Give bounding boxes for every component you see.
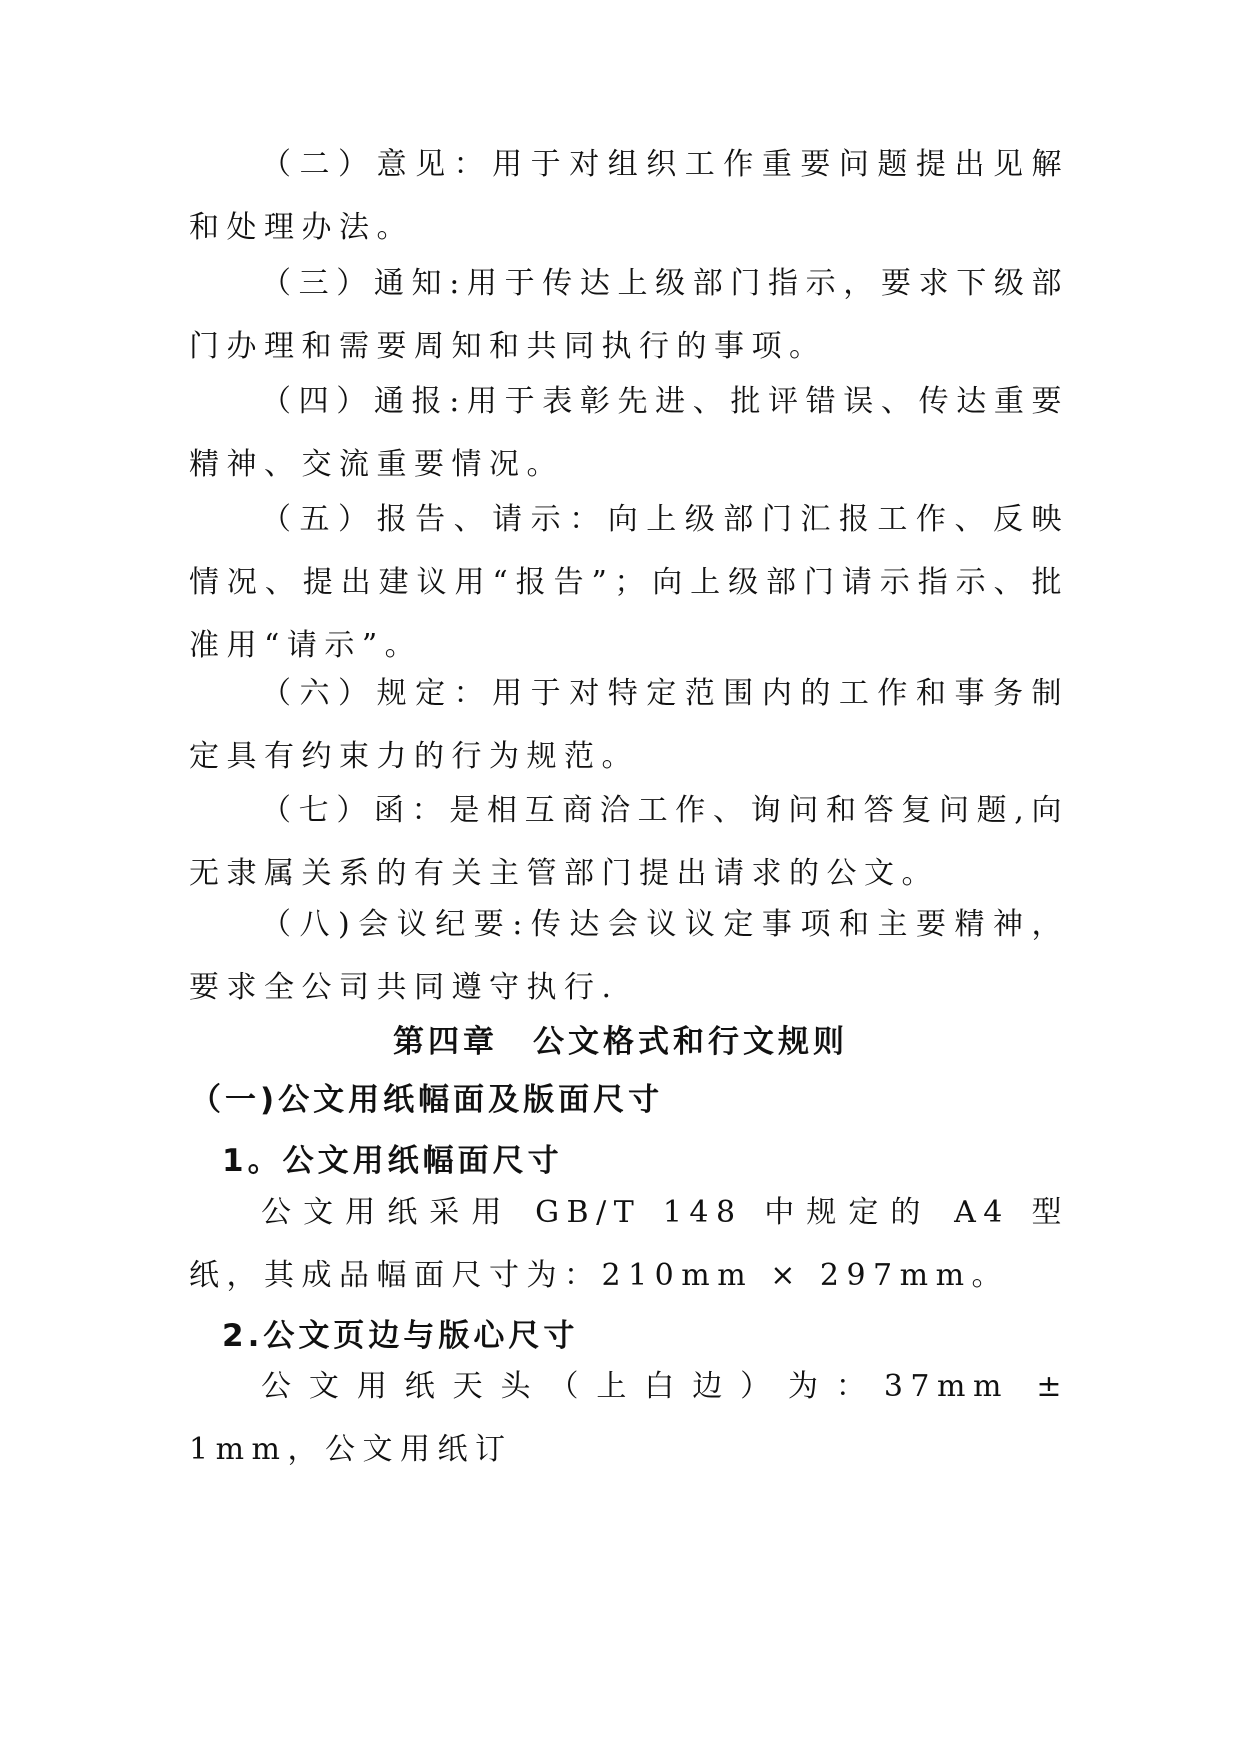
subsection-paragraph-1: 公文用纸采用 GB/T 148 中规定的 A4 型纸，其成品幅面尺寸为：210mm × 297mm。 (189, 1195, 1069, 1293)
paragraph-item-6: （六）规定：用于对特定范围内的工作和事务制定具有约束力的行为规范。 (189, 676, 1069, 774)
section-heading: （一)公文用纸幅面及版面尺寸 (190, 1082, 664, 1118)
paragraph-item-5: （五）报告、请示：向上级部门汇报工作、反映情况、提出建议用“报告”；向上级部门请示指示、批准用“请示”。 (189, 502, 1069, 663)
paragraph-item-2: （二）意见：用于对组织工作重要问题提出见解和处理办法。 (189, 147, 1069, 245)
paragraph-item-8: （八)会议纪要:传达会议议定事项和主要精神，要求全公司共同遵守执行. (189, 907, 1069, 1005)
subsection-heading-1: 1。公文用纸幅面尺寸 (222, 1143, 563, 1179)
paragraph-item-7: （七）函：是相互商洽工作、询问和答复问题,向无隶属关系的有关主管部门提出请求的公文。 (189, 793, 1069, 891)
subsection-paragraph-2: 公文用纸天头（上白边）为：37mm ± 1mm，公文用纸订 (189, 1369, 1069, 1467)
subsection-heading-2: 2.公文页边与版心尺寸 (222, 1318, 579, 1354)
chapter-title: 第四章 公文格式和行文规则 (393, 1024, 848, 1060)
paragraph-item-4: （四）通报:用于表彰先进、批评错误、传达重要精神、交流重要情况。 (189, 384, 1069, 482)
paragraph-item-3: （三）通知:用于传达上级部门指示，要求下级部门办理和需要周知和共同执行的事项。 (189, 266, 1069, 364)
